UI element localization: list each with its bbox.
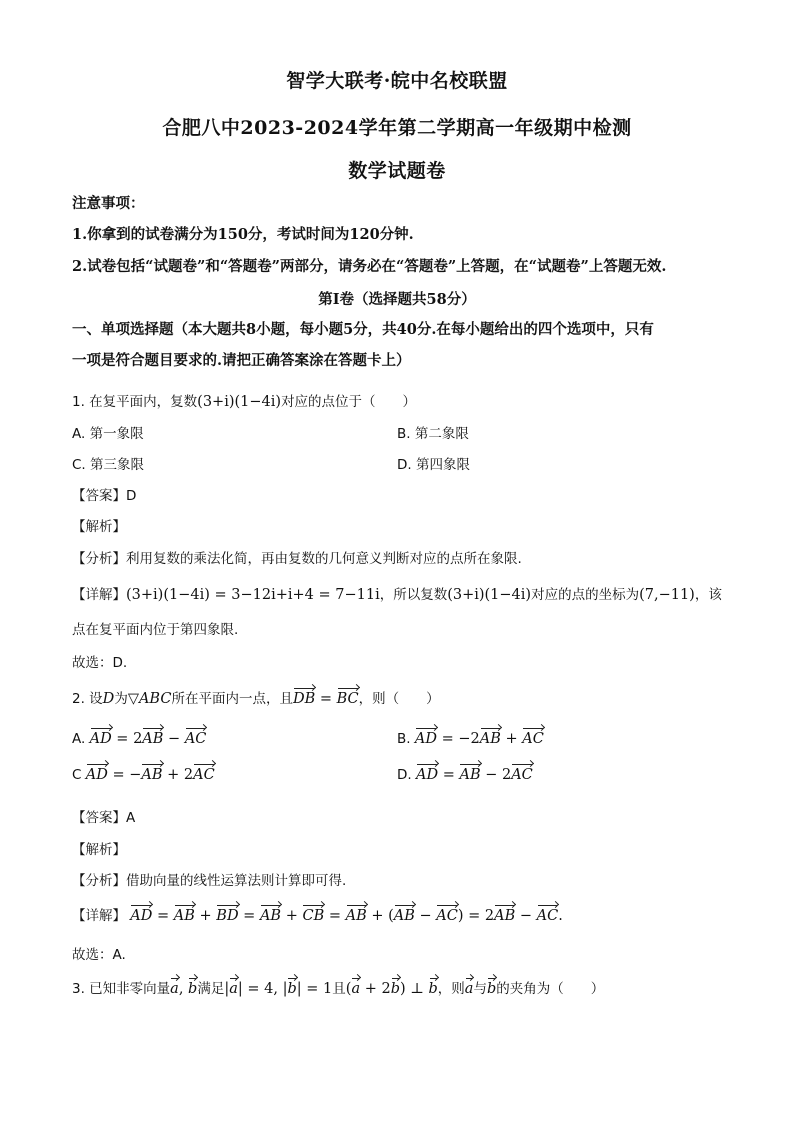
exam-title-alliance: 智学大联考·皖中名校联盟 [286,70,508,92]
q1-fenxi-text: 利用复数的乘法化简，再由复数的几何意义判断对应的点所在象限. [126,551,522,567]
q2-detail-math: AD = AB + BD = AB + CB = AB + (AB − AC) = 2AB − AC. [130,908,563,924]
q3-stem-vectors: a, b [170,981,198,997]
q2-stem-mid: 为 [114,691,128,707]
q1-answer [72,484,136,504]
q1-fenxi [72,547,522,567]
q2-stem-condition: DB = BC [292,691,359,707]
single-choice-instructions-line1: 一、单项选择题（本大题共8小题，每小题5分，共40分.在每小题给出的四个选项中，只有 [72,321,654,338]
q2-option-d [397,767,533,783]
q2-stem-prefix: 2. 设 [72,691,103,707]
q2-choice: 故选：A. [72,947,126,963]
q2-option-c [72,767,215,783]
q1-detail-math2: (3+i)(1−4i) [447,587,532,603]
q2-option-b-math: AD = −2AB + AC [414,731,544,747]
q3-stem-suffix: 的夹角为（ ） [496,981,605,997]
q1-option-d: D. 第四象限 [397,457,470,473]
q2-answer-label: 【答案】 [72,810,126,826]
q2-fenxi-text: 借助向量的线性运算法则计算即可得. [126,873,347,889]
q3-stem-mid: 满足 [197,981,225,997]
q1-detail-line2: 点在复平面内位于第四象限. [72,622,239,638]
q2-answer [72,806,135,826]
q1-detail-coord: (7,−11) [639,587,695,603]
q3-stem: 3. 已知非零向量a, b满足|a| = 4, |b| = 1且(a + 2b) ⊥ b，则a与b的夹角为（ ） [72,981,605,997]
q2-option-c-label: C [72,767,82,783]
q1-detail [72,583,722,603]
q1-stem-math: (3+i)(1−4i) [197,394,282,410]
q3-stem-mid2: ，则 [437,981,465,997]
q1-detail-mid: ，所以复数 [379,587,448,603]
q2-option-b [397,731,544,747]
q3-stem-and: 且 [332,981,346,997]
q2-detail [72,904,563,924]
q2-option-b-label: B. [397,731,411,747]
q2-option-a [72,731,206,747]
q3-stem-condition: |a| = 4, |b| = 1 [224,981,333,997]
q1-stem [72,390,416,410]
q3-stem-prefix: 3. 已知非零向量 [72,981,171,997]
q1-fenxi-label: 【分析】 [72,551,126,567]
notice-item-2: 2.试卷包括“试题卷”和“答题卷”两部分，请务必在“答题卷”上答题，在“试题卷”上答题无效. [72,258,667,275]
q1-stem-suffix: 对应的点位于（ ） [281,394,417,410]
q1-option-b: B. 第二象限 [397,426,469,442]
q2-answer-value: A [126,810,136,826]
q2-option-a-math: AD = 2AB − AC [89,731,207,747]
q1-answer-value: D [126,488,137,504]
exam-title-school: 合肥八中2023-2024学年第二学期高一年级期中检测 [162,117,632,139]
q1-choice: 故选：D. [72,655,128,671]
q1-answer-label: 【答案】 [72,488,126,504]
notice-item-1: 1.你拿到的试卷满分为150分，考试时间为120分钟. [72,226,414,243]
q1-detail-mid2: 对应的点的坐标为 [531,587,640,603]
q2-fenxi-label: 【分析】 [72,873,126,889]
q1-analysis-label: 【解析】 [72,519,126,535]
q2-stem-point-d: D [102,691,115,707]
exam-title-subject: 数学试题卷 [348,160,446,182]
q1-detail-end: ，该 [694,587,722,603]
notice-heading: 注意事项： [72,195,145,212]
q2-stem-triangle: ▽ABC [127,691,172,707]
q2-fenxi [72,869,346,889]
q3-stem-with: 与 [473,981,487,997]
part1-heading: 第I卷（选择题共58分） [318,291,476,308]
q2-option-a-label: A. [72,731,86,747]
q2-stem [72,687,440,707]
q1-stem-prefix: 1. 在复平面内，复数 [72,394,198,410]
q1-detail-math: (3+i)(1−4i) = 3−12i+i+4 = 7−11i [126,587,380,603]
q2-option-d-label: D. [397,767,412,783]
q1-detail-label: 【详解】 [72,587,126,603]
q2-stem-mid2: 所在平面内一点，且 [171,691,293,707]
q1-option-c: C. 第三象限 [72,457,145,473]
q2-option-d-math: AD = AB − 2AC [415,767,533,783]
q3-stem-perp: (a + 2b) ⊥ b [345,981,438,997]
single-choice-instructions-line2: 一项是符合题目要求的.请把正确答案涂在答题卡上） [72,352,411,369]
q2-detail-label: 【详解】 [72,908,126,924]
q2-analysis-label: 【解析】 [72,842,126,858]
q2-stem-suffix: ，则（ ） [358,691,440,707]
q2-option-c-math: AD = −AB + 2AC [85,767,215,783]
q1-option-a: A. 第一象限 [72,426,144,442]
